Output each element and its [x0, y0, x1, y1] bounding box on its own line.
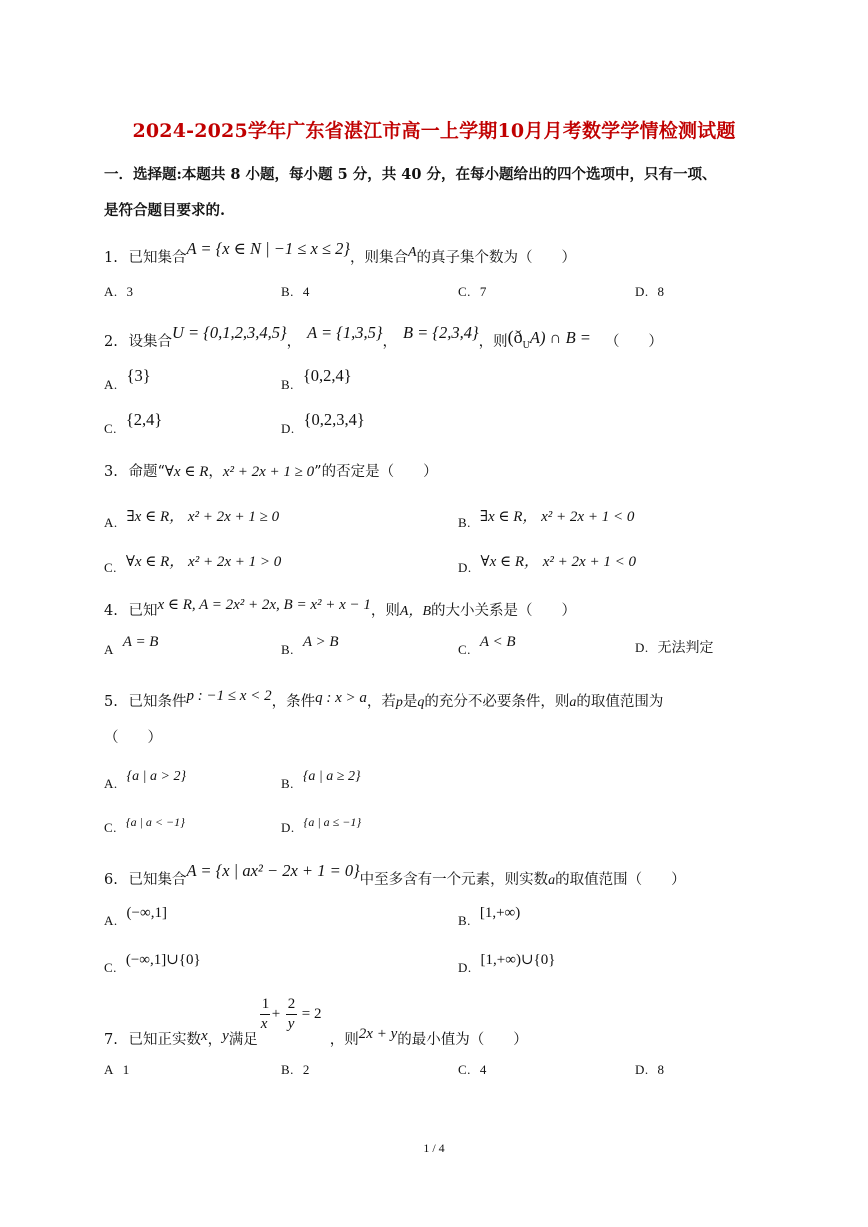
section-heading-line1: 一．选择题:本题共 8 小题，每小题 5 分，共 40 分，在每小题给出的四个选项中，只有一项、: [104, 166, 717, 183]
option-d[interactable]: D. 8: [635, 284, 665, 299]
option-a[interactable]: A. {a | a > 2}: [104, 769, 187, 791]
option-d[interactable]: D. {a | a ≤ −1}: [281, 815, 362, 835]
option-a[interactable]: A. ∃x ∈ R， x² + 2x + 1 ≥ 0: [104, 509, 280, 530]
question-5: 5. 已知条件p : −1 ≤ x < 2，条件q : x > a，若p是q的充分不必要条件，则a的取值范围为: [104, 688, 664, 710]
question-1: 1. 已知集合A = {x ∈ N | −1 ≤ x ≤ 2}，则集合A的真子集个数为（ ）: [104, 239, 577, 266]
option-a[interactable]: A. 3: [104, 284, 134, 299]
option-a[interactable]: A. {3}: [104, 366, 151, 392]
option-b[interactable]: B. ∃x ∈ R， x² + 2x + 1 < 0: [458, 509, 635, 530]
question-7: 7. 已知正实数x，y满足 1 x + 2 y = 2 ，则2x + y的最小值为（ ）: [104, 996, 528, 1048]
option-a[interactable]: A A = B: [104, 634, 159, 657]
question-number: 4.: [104, 603, 118, 619]
option-b[interactable]: B. A > B: [281, 634, 339, 657]
option-c[interactable]: C. {2,4}: [104, 410, 163, 436]
option-a[interactable]: A. (−∞,1]: [104, 905, 167, 928]
option-d[interactable]: D. 8: [635, 1062, 665, 1077]
option-b[interactable]: B. 2: [281, 1062, 310, 1077]
question-number: 1.: [104, 250, 118, 266]
question-5-answer-bracket: （ ）: [104, 730, 162, 746]
option-b[interactable]: B. {0,2,4}: [281, 366, 352, 392]
fraction-equation: 1 x + 2 y = 2: [260, 996, 322, 1032]
option-c[interactable]: C. A < B: [458, 634, 516, 657]
page-number: 1 / 4: [423, 1141, 445, 1155]
option-c[interactable]: C. (−∞,1]∪{0}: [104, 952, 201, 975]
question-2: 2. 设集合U = {0,1,2,3,4,5}， A = {1,3,5}， B = {2,3,4}，则(ðUA) ∩ B = （ ）: [104, 323, 663, 351]
option-b[interactable]: B. {a | a ≥ 2}: [281, 769, 361, 791]
option-d[interactable]: D. 无法判定: [635, 640, 714, 656]
option-c[interactable]: C. ∀x ∈ R， x² + 2x + 1 > 0: [104, 554, 282, 575]
question-3: 3. 命题“∀x ∈ R，x² + 2x + 1 ≥ 0”的否定是（ ）: [104, 464, 438, 480]
option-c[interactable]: C. 7: [458, 284, 487, 299]
option-c[interactable]: C. 4: [458, 1062, 487, 1077]
question-number: 2.: [104, 334, 118, 350]
question-6: 6. 已知集合A = {x | ax² − 2x + 1 = 0}中至多含有一个元素，则实数a的取值范围（ ）: [104, 861, 686, 888]
page-title: 2024-2025学年广东省湛江市高一上学期10月月考数学学情检测试题: [132, 120, 736, 142]
question-number: 5.: [104, 694, 118, 710]
question-number: 7.: [104, 1032, 118, 1048]
option-b[interactable]: B. 4: [281, 284, 310, 299]
question-4: 4. 已知x ∈ R, A = 2x² + 2x, B = x² + x − 1，则A，B的大小关系是（ ）: [104, 597, 577, 619]
question-number: 6.: [104, 872, 118, 888]
option-c[interactable]: C. {a | a < −1}: [104, 815, 185, 835]
question-number: 3.: [104, 464, 118, 480]
option-d[interactable]: D. {0,2,3,4}: [281, 410, 365, 436]
section-heading-line2: 是符合题目要求的.: [104, 202, 226, 219]
math-expression: A = {x ∈ N | −1 ≤ x ≤ 2}: [186, 239, 350, 258]
option-d[interactable]: D. [1,+∞)∪{0}: [458, 952, 556, 975]
option-a[interactable]: A 1: [104, 1062, 130, 1077]
option-d[interactable]: D. ∀x ∈ R， x² + 2x + 1 < 0: [458, 554, 636, 575]
option-b[interactable]: B. [1,+∞): [458, 905, 521, 928]
